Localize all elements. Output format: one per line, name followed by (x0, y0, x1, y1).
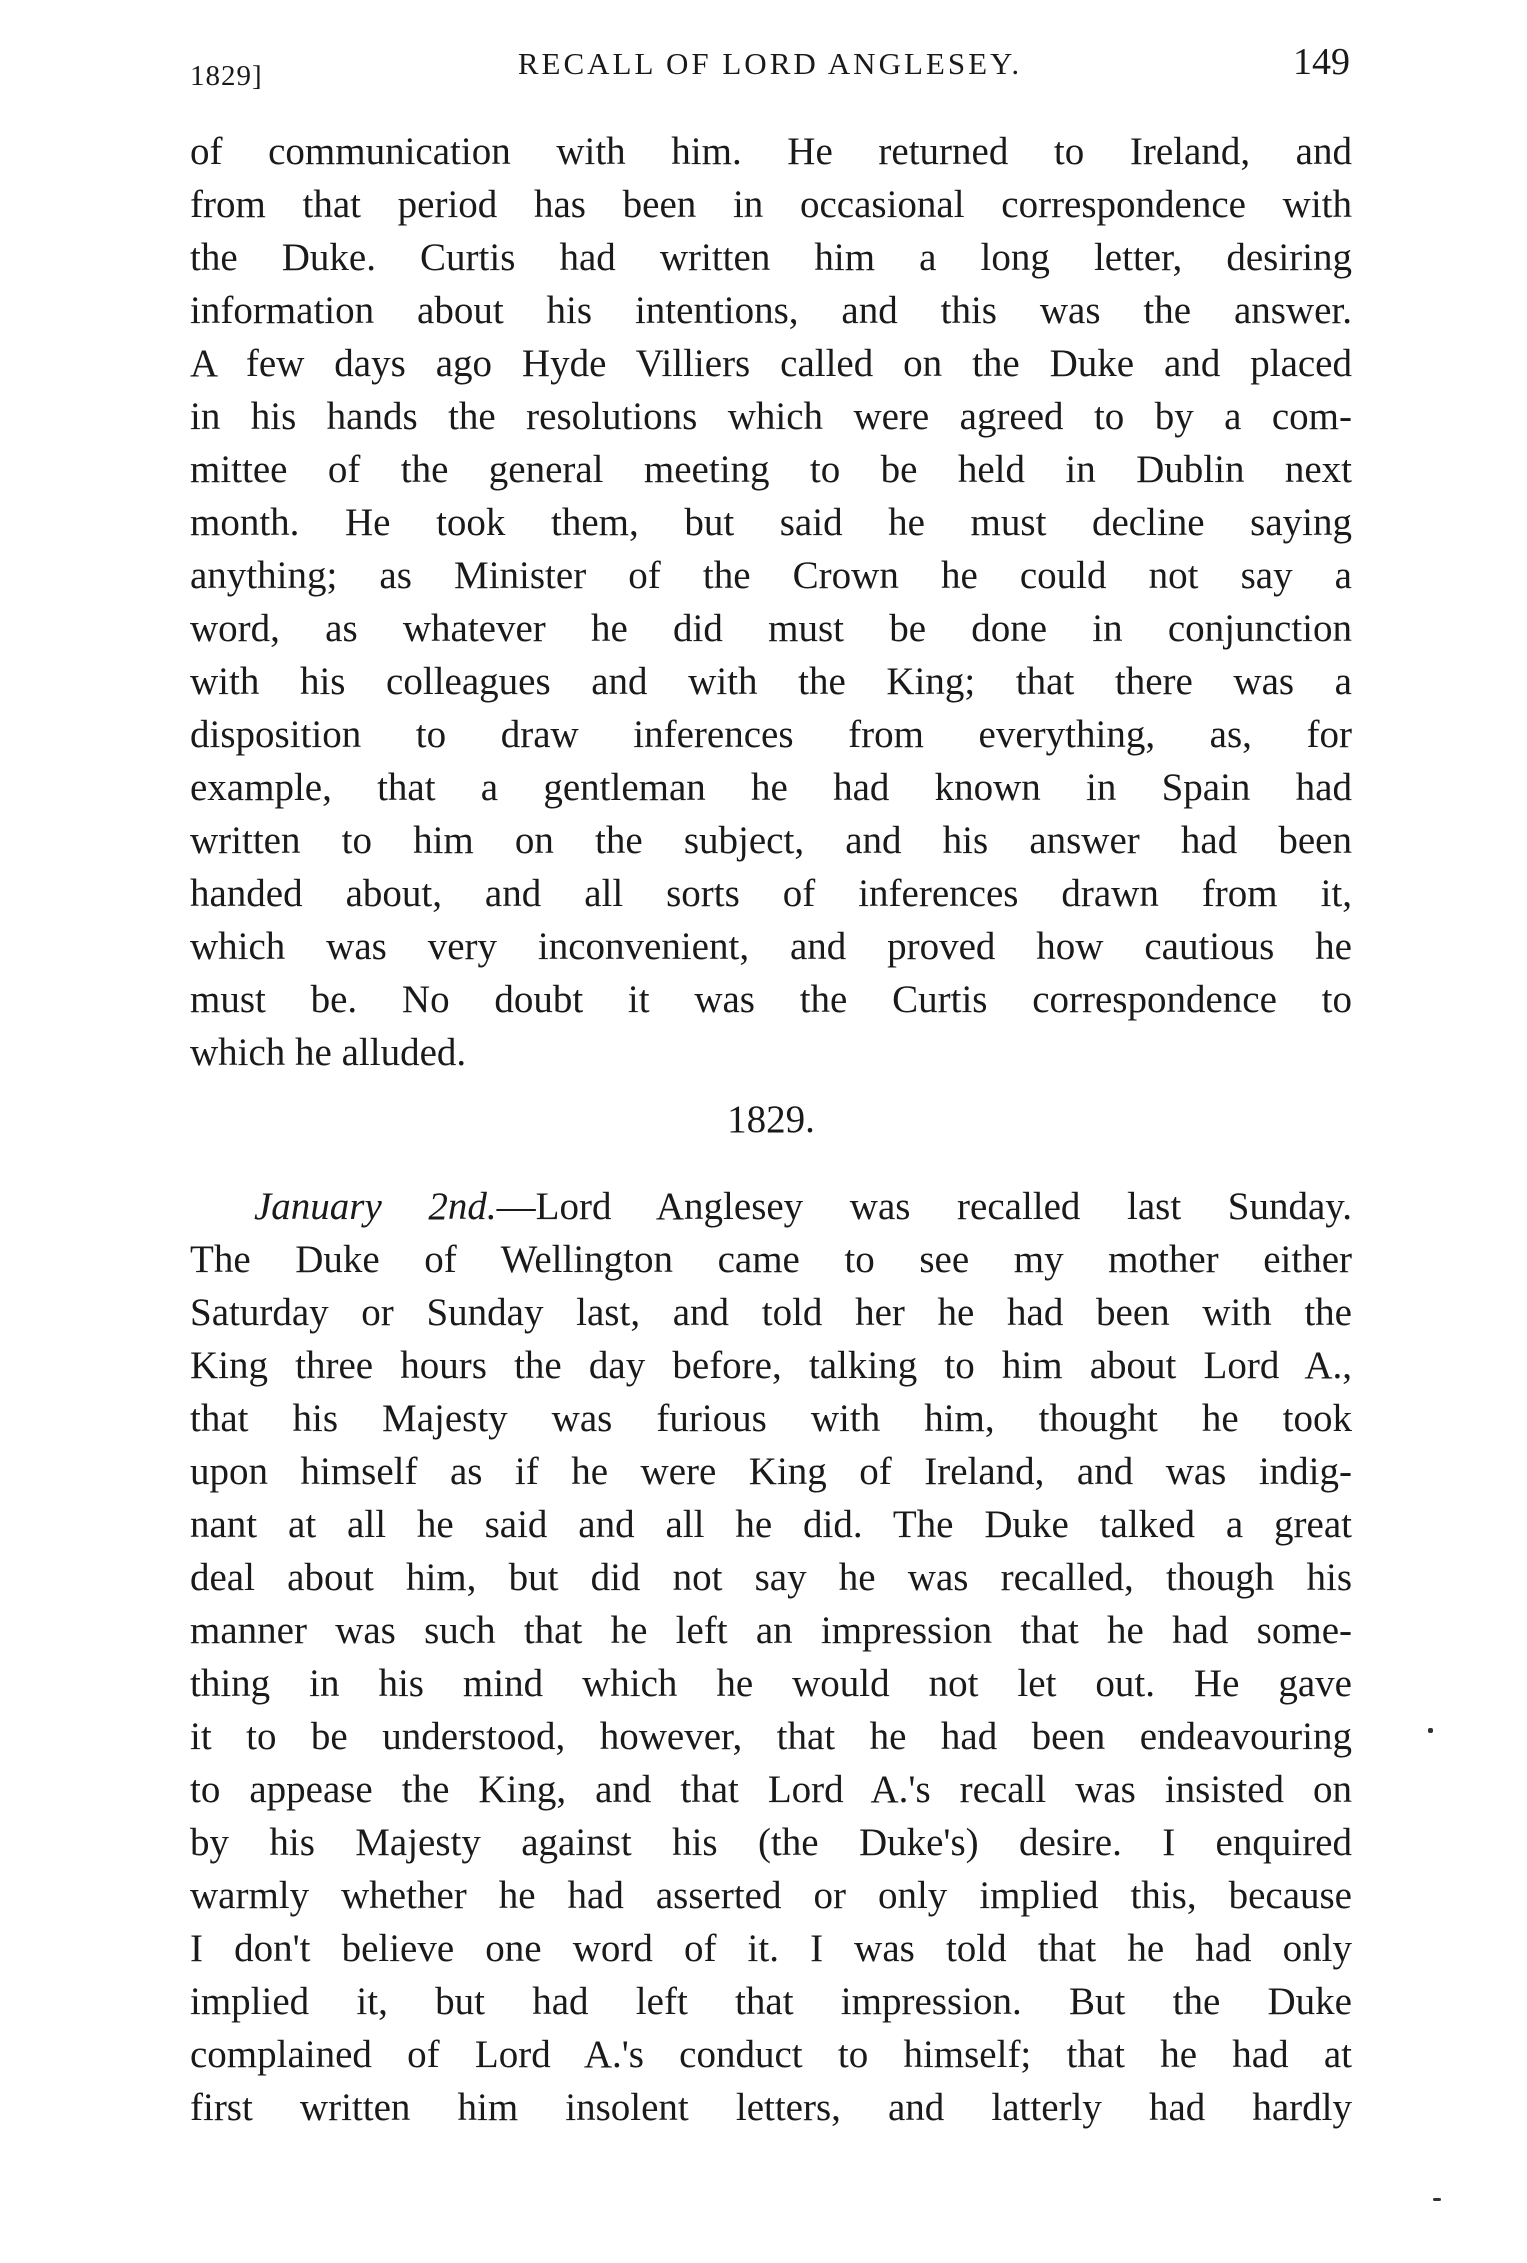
running-head-title: RECALL OF LORD ANGLESEY. (517, 46, 1023, 81)
page-number: 149 (1293, 41, 1350, 83)
text-line: Saturday or Sunday last, and told her he had been with the (190, 1291, 1352, 1334)
print-speck (1433, 2198, 1441, 2201)
text-line: deal about him, but did not say he was recalled, though his (190, 1556, 1352, 1599)
text-line: disposition to draw inferences from everything, as, for (190, 713, 1352, 756)
text-line: which he alluded. (190, 1031, 467, 1074)
text-line: complained of Lord A.'s conduct to himself; that he had at (190, 2033, 1352, 2076)
text-line: by his Majesty against his (the Duke's) desire. I enquired (190, 1821, 1352, 1864)
text-line: thing in his mind which he would not let out. He gave (190, 1662, 1352, 1705)
entry-first-line-text: —Lord Anglesey was recalled last Sunday. (496, 1185, 1352, 1228)
text-line: example, that a gentleman he had known in Spain had (190, 766, 1352, 809)
text-line: mittee of the general meeting to be held in Dublin next (190, 448, 1352, 491)
text-line: with his colleagues and with the King; that there was a (190, 660, 1352, 703)
text-line: from that period has been in occasional correspondence with (190, 183, 1352, 226)
text-line: it to be understood, however, that he had been endeavouring (190, 1715, 1352, 1758)
text-line-first (190, 1180, 1352, 1233)
text-line: King three hours the day before, talking to him about Lord A., (190, 1344, 1352, 1387)
text-line: implied it, but had left that impression. But the Duke (190, 1980, 1352, 2023)
text-line: written to him on the subject, and his answer had been (190, 819, 1352, 862)
text-line: first written him insolent letters, and latterly had hardly (190, 2086, 1352, 2129)
text-line: which was very inconvenient, and proved how cautious he (190, 925, 1352, 968)
text-line: A few days ago Hyde Villiers called on the Duke and placed (190, 342, 1352, 385)
text-line: of communication with him. He returned to Ireland, and (190, 130, 1352, 173)
print-speck (1428, 1728, 1433, 1733)
paragraph-continued (190, 125, 1352, 1079)
text-line: information about his intentions, and this was the answer. (190, 289, 1352, 332)
text-line: must be. No doubt it was the Curtis correspondence to (190, 978, 1352, 1021)
text-line: in his hands the resolutions which were agreed to by a com- (190, 395, 1352, 438)
text-line: The Duke of Wellington came to see my mother either (190, 1238, 1352, 1281)
text-line: month. He took them, but said he must decline saying (190, 501, 1352, 544)
running-head-year: 1829] (190, 60, 263, 92)
text-line: word, as whatever he did must be done in conjunction (190, 607, 1352, 650)
year-heading: 1829. (727, 1098, 815, 1141)
text-line: handed about, and all sorts of inferences drawn from it, (190, 872, 1352, 915)
text-line: warmly whether he had asserted or only implied this, because (190, 1874, 1352, 1917)
text-line: that his Majesty was furious with him, thought he took (190, 1397, 1352, 1440)
text-line: nant at all he said and all he did. The Duke talked a great (190, 1503, 1352, 1546)
text-line: manner was such that he left an impression that he had some- (190, 1609, 1352, 1652)
diary-entry-paragraph (190, 1180, 1352, 2134)
text-line: to appease the King, and that Lord A.'s recall was insisted on (190, 1768, 1352, 1811)
running-head (190, 40, 1350, 100)
text-line: upon himself as if he were King of Ireland, and was indig- (190, 1450, 1352, 1493)
entry-date: January 2nd. (254, 1185, 497, 1228)
text-line: anything; as Minister of the Crown he could not say a (190, 554, 1352, 597)
text-line: the Duke. Curtis had written him a long letter, desiring (190, 236, 1352, 279)
text-line: I don't believe one word of it. I was told that he had only (190, 1927, 1352, 1970)
